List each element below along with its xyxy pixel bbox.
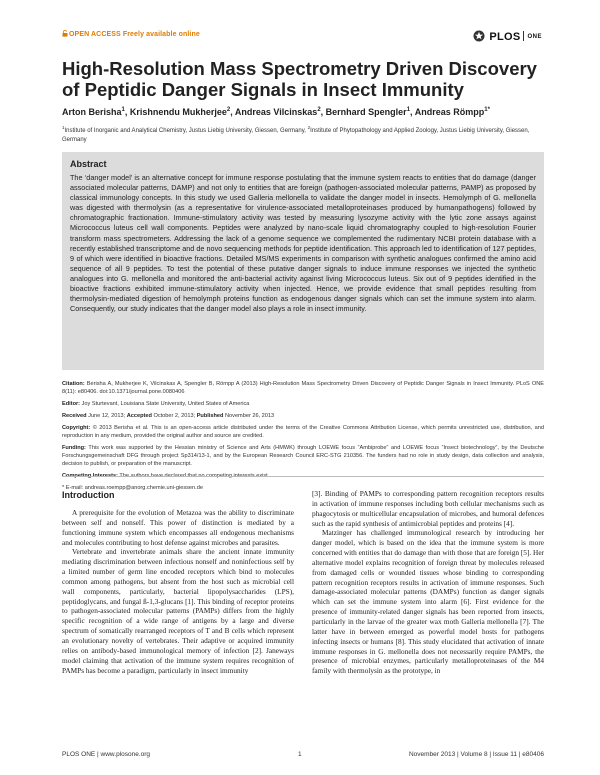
citation-text: Berisha A, Mukherjee K, Vilcinskas A, Spengler B, Römpp A (2013) High-Resolution Mass Spectrometry Driven Discovery of Peptidic Danger Signals in Insect Immunity. PLoS ONE 8(11): e80406. doi:10.1371/journal.pone.0080406 [62, 381, 544, 395]
editor [62, 400, 544, 408]
received-label: Received [62, 413, 87, 419]
published-date: November 26, 2013 [225, 413, 275, 419]
author-affiliation-mark: 1 [406, 107, 411, 113]
body-paragraph: Vertebrate and invertebrate animals share the ancient innate immunity mediating discrimination between infectious nonself and noninfectious self by a limited number of germ line encoded receptors which bind to molecules common among pathogens, but absent from the host such as microbial cell wall components, particularly, bacterial lipopolysaccharides (LPS), peptidoglycans, and fungal ß-1,3-glucans [1]. This binding of receptor proteins to pathogen-associated molecular patterns (PAMPs) differs from the highly specific recognition of a wide range of antigens by a large and diverse spectrum of somatically rearranged receptors of T and B cells which represent an evolutionary novelty of vertebrates. Their adaptive or acquired immunity relies on antibody-based immunological memory of infection [2]. Janeways model claiming that activation of the immune system requires recognition of PAMPs has become a paradigm, particularly in insect immunity [62, 547, 294, 675]
accepted-label: Accepted [126, 413, 152, 419]
author-name: Arton Berisha [62, 107, 122, 117]
author-affiliation-mark: 2 [226, 107, 231, 113]
funding [62, 444, 544, 468]
accepted-date: October 2, 2013; [153, 413, 196, 419]
editor-text: Joy Sturtevant, Louisiana State University, United States of America [81, 401, 250, 407]
funding-label: Funding: [62, 445, 86, 451]
affiliation-text: Institute of Inorganic and Analytical Chemistry, Justus Liebig University, Giessen, Germany, [64, 128, 306, 134]
affiliation-text: Institute of Phytopathology and Applied Zoology, Justus Liebig University, Giessen, Germany [62, 128, 530, 143]
citation-label: Citation: [62, 381, 85, 387]
author-name: Krishnendu Mukherjee [129, 107, 227, 117]
published-label: Published [196, 413, 224, 419]
author-affiliation-mark: 1 [121, 107, 125, 113]
journal-logo-suffix: ONE [527, 34, 542, 40]
author-affiliation-mark: 1* [484, 107, 490, 113]
footer-issue-info: November 2013 | Volume 8 | Issue 11 | e80406 [408, 751, 544, 758]
copyright-label: Copyright: [62, 425, 91, 431]
email[interactable]: * E-mail: andreas.roempp@anorg.chemie.uni-giessen.de [62, 485, 203, 491]
received-date: June 12, 2013; [88, 413, 126, 419]
dates [62, 412, 544, 420]
plos-star-icon [473, 30, 485, 42]
author-list: Arton Berisha$^1$, Krishnendu Mukherjee$^2$, Andreas Vilcinskas$^2$, Bernhard Spengler$^1$, Andreas Römpp$^{1*}$ [62, 107, 490, 117]
affiliations [62, 123, 542, 145]
body-column-right [312, 489, 544, 676]
author-affiliation-mark: 2 [317, 107, 321, 113]
author-name: Andreas Vilcinskas [234, 107, 318, 117]
open-access-banner [62, 30, 200, 38]
abstract-box [62, 152, 544, 370]
page-footer [62, 751, 544, 761]
copyright [62, 424, 544, 440]
journal-logo-text: PLOS [489, 31, 521, 43]
page-number: 1 [298, 751, 302, 758]
author-name: Bernhard Spengler [325, 107, 407, 117]
affiliation-number: 1 [62, 125, 65, 130]
body-column-left [62, 490, 294, 675]
introduction-heading: Introduction [62, 490, 115, 500]
citation [62, 380, 544, 396]
abstract-text: The ‘danger model’ is an alternative concept for immune response postulating that the immune system reacts to entities that do damage (danger associated molecular patterns, DAMP) and not only to entities that are foreign (pathogen-associated molecular patterns, PAMP) as proposed by classical immunology concepts. In this study we used Galleria mellonella to validate the danger model in insects. Hemolymph of G. mellonella was digested with thermolysin (as a representative for virulence-associated metalloproteinases produced by humanpathogens) followed by chromatographic fractionation. Immune-stimulatory activity was tested by measuring lysozyme activity with the lytic zone assays against Micrococcus luteus cell wall components. Peptides were analyzed by nano-scale liquid chromatography coupled to high-resolution Fourier transform mass spectrometers. Addressing the lack of a genome sequence we complemented the rudimentary NCBI protein database with a recently established transcriptome and de novo sequencing methods for peptide identification. This approach led to identification of 127 peptides, 9 of which were identified in bioactive fractions. Detailed MS/MS experiments in comparison with synthetic analogues confirmed the amino acid sequence of all 9 peptides. To test the potential of these putative danger signals to induce immune responses we injected the synthetic analogues into G. mellonella and monitored the anti-bacterial activity against living Micrococcus luteus. Six out of 9 peptides identified in the bioactive fractions exhibited immune-stimulatory activity when injected. Hence, we provide evidence that small peptides resulting from thermolysin-mediated digestion of hemolymph proteins function as endogenous danger signals which can set the immune system into alarm. Consequently, our study indicates that the danger model also plays a role in insect immunity. [70, 173, 536, 314]
logo-divider [523, 31, 524, 41]
footer-journal-url: PLOS ONE | www.plosone.org [62, 751, 151, 758]
journal-logo [473, 27, 542, 41]
top-bar [62, 30, 542, 42]
copyright-text: © 2013 Berisha et al. This is an open-access article distributed under the terms of the Creative Commons Attribution License, which permits unrestricted use, distribution, and reproduction in any medium, provided the original author and source are credited. [62, 425, 544, 439]
body-paragraph: Matzinger has challenged immunological research by introducing her danger model, which is based on the idea that the immune system is more concerned with entities that do damage than with those that are foreign [5]. Her alternative model explains recognition of foreign threat by molecules released from damaged cells or wounded tissues whose binding to corresponding pattern recognition receptors results in activation of immune responses. Such damage-associated molecular patterns (DAMPs) function as danger signals which can set the immune system into alarm [6]. First evidence for the presence of immunity-related danger signals has been reported from insects, particularly in the larvae of the greater wax moth Galleria mellonella [7]. The latter have in between emerged as powerful model hosts for pathogens infecting insects or humans [8]. This study elucidated that activation of innate immune responses in G. mellonella does not necessarily require PAMPs, the presence of microbial enzymes, particularly metalloproteinases of the M4 family with thermolysin as the prototype, in [312, 528, 544, 676]
funding-text: This work was supported by the Hessian ministry of Science and Arts (HMWK) through LOEWE focus “Ambiprobe” and LOEWE focus “Insect biotechnology”, by the Deutsche Forschungsgemeinschaft DFG through project Sp314/13-1, and by the European Research Council ERC-STG 210356. The funders had no role in study design, data collection and analysis, decision to publish, or preparation of the manuscript. [62, 445, 544, 467]
article-title: High-Resolution Mass Spectrometry Driven Discovery of Peptidic Danger Signals in Insect Immunity [62, 58, 537, 100]
body-paragraph: [3]. Binding of PAMPs to corresponding pattern recognition receptors results in activation of immune responses including both cellular mechanisms such as phagocytosis or multicellular encapsulation of microbes, and humoral defences such as the rapid synthesis of antimicrobial peptides and proteins [4]. [312, 489, 544, 528]
author-name: Andreas Römpp [414, 107, 485, 117]
editor-label: Editor: [62, 401, 81, 407]
abstract-heading: Abstract [70, 159, 107, 169]
open-access-text: OPEN ACCESS Freely available online [69, 31, 200, 38]
divider [62, 476, 544, 477]
article-metadata [62, 380, 544, 496]
body-paragraph: A prerequisite for the evolution of Metazoa was the ability to discriminate between self and nonself. This power of distinction is mediated by a functioning immune system which encompasses all endogenous mechanisms and molecules contributing to host defense against microbes and parasites. [62, 508, 294, 547]
affiliation-number: 2 [307, 125, 311, 130]
open-lock-icon [62, 30, 68, 37]
